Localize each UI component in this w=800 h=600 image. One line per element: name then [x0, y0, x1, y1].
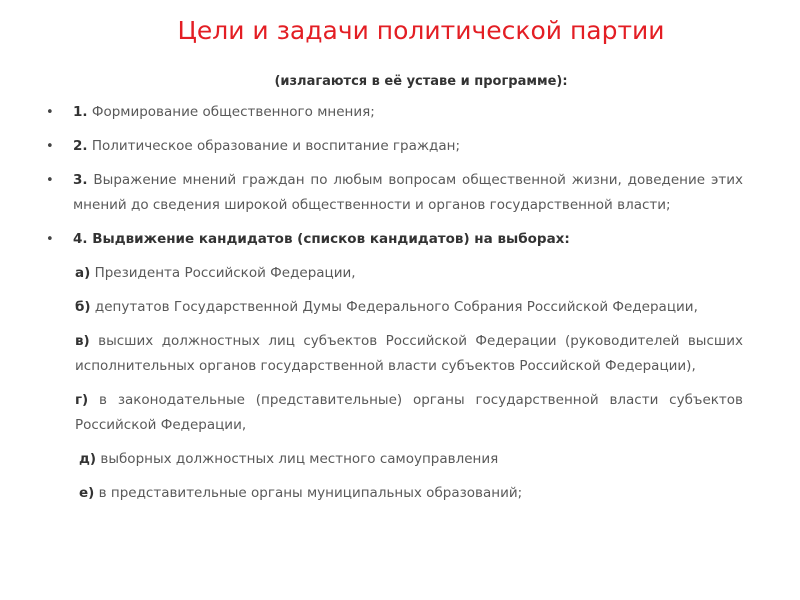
item-number: 4. — [73, 231, 88, 247]
list-item — [0, 168, 800, 218]
sub-item — [0, 388, 800, 438]
list-item — [0, 100, 800, 125]
sub-item — [0, 481, 800, 506]
sub-item — [0, 261, 800, 286]
sub-item-text: депутатов Государственной Думы Федерального Собрания Российской Федерации, — [90, 299, 698, 315]
sub-item-text: Президента Российской Федерации, — [90, 265, 356, 281]
list-item — [0, 134, 800, 159]
sub-item-text: высших должностных лиц субъектов Российской Федерации (руководителей высших исполнительных органов государственной власти субъектов Российской Федерации), — [75, 333, 743, 374]
item-number: 2. — [73, 138, 88, 154]
sub-item-text: в представительные органы муниципальных образований; — [94, 485, 523, 501]
item-number: 1. — [73, 104, 88, 120]
sub-item-letter: б) — [75, 299, 91, 315]
slide-title: Цели и задачи политической партии — [177, 16, 665, 45]
bullet-icon: • — [46, 232, 54, 247]
item-text: Выдвижение кандидатов (списков кандидатов) на выборах: — [87, 231, 570, 247]
item-text: Формирование общественного мнения; — [87, 104, 375, 120]
sub-item-letter: е) — [79, 485, 95, 501]
item-number: 3. — [73, 172, 88, 188]
sub-item — [0, 295, 800, 320]
list-item — [0, 227, 800, 252]
sub-item-letter: в) — [75, 333, 90, 349]
item-text: Выражение мнений граждан по любым вопросам общественной жизни, доведение этих мнений до сведения широкой общественности и органов государственной власти; — [73, 172, 743, 213]
sub-item-letter: д) — [79, 451, 97, 467]
sub-item-letter: г) — [75, 392, 89, 408]
sub-item-letter: а) — [75, 265, 91, 281]
goals-list — [0, 100, 800, 515]
sub-item-text: выборных должностных лиц местного самоуправления — [96, 451, 499, 467]
bullet-icon: • — [46, 173, 54, 188]
bullet-icon: • — [46, 105, 54, 120]
sub-item-text: в законодательные (представительные) органы государственной власти субъектов Российской Федерации, — [75, 392, 743, 433]
item-text: Политическое образование и воспитание граждан; — [87, 138, 460, 154]
sub-item — [0, 447, 800, 472]
bullet-icon: • — [46, 139, 54, 154]
sub-item — [0, 329, 800, 379]
slide-subtitle: (излагаются в её уставе и программе): — [274, 74, 568, 89]
